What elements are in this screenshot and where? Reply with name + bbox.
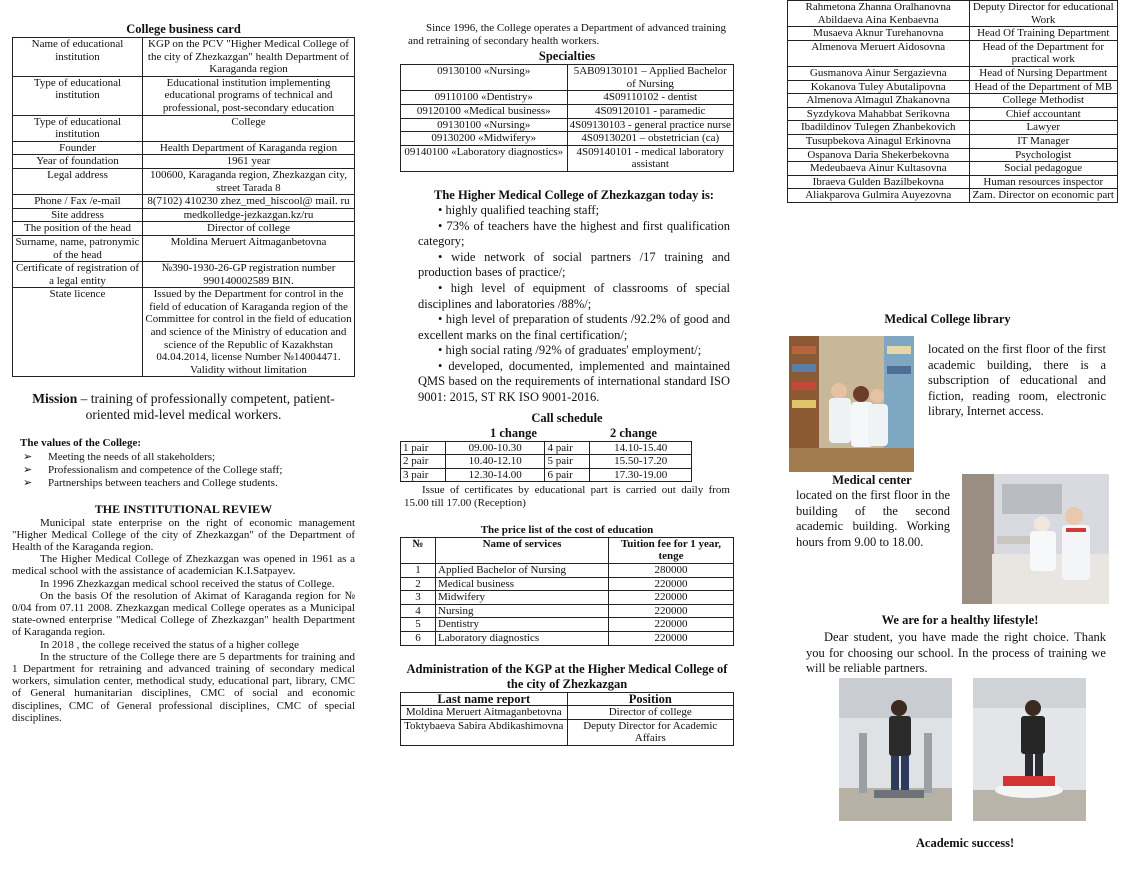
schedule-row-cell: 6 pair xyxy=(545,468,590,482)
card-row-cell: Founder xyxy=(13,141,143,155)
review-text xyxy=(12,517,355,724)
card-row-cell: KGP on the PCV "Higher Medical College of the city of Zhezkazgan" health Department of Karaganda region xyxy=(143,38,355,77)
staff-row-cell: Head of the Department of MB xyxy=(969,80,1118,94)
mission-label: Mission xyxy=(32,391,78,407)
card-row xyxy=(13,168,355,194)
staff-row-cell: Head of the Department for practical work xyxy=(969,40,1118,66)
card-row xyxy=(13,208,355,222)
staff-row-cell: Head Of Training Department xyxy=(969,27,1118,41)
staff-row-cell: IT Manager xyxy=(969,134,1118,148)
today-list xyxy=(418,203,730,406)
admin-row-cell: Deputy Director for Academic Affairs xyxy=(567,719,734,745)
schedule-row-cell: 2 pair xyxy=(401,455,446,469)
admin-row-cell: Toktybaeva Sabira Abdikashimovna xyxy=(401,719,568,745)
admin-header-cell: Last name report xyxy=(401,692,568,706)
admin-header xyxy=(401,692,734,706)
price-row-cell: 220000 xyxy=(609,631,734,645)
price-row xyxy=(401,604,734,618)
library-title: Medical College library xyxy=(884,312,1011,326)
price-header-cell: Tuition fee for 1 year, tenge xyxy=(609,537,734,563)
value-item: ➢ Partnerships between teachers and College students. xyxy=(48,477,355,490)
medical-center-photo xyxy=(962,474,1109,604)
card-row-cell: Certificate of registration of a legal entity xyxy=(13,262,143,288)
admin-title: Administration of the KGP at the Higher Medical College of the city of Zhezkazgan xyxy=(406,661,728,691)
price-row-cell: Dentistry xyxy=(436,618,609,632)
card-row-cell: 8(7102) 410230 zhez_med_hiscool@ mail. ru xyxy=(143,195,355,209)
specialties-table xyxy=(400,64,734,172)
price-header-cell: Name of services xyxy=(436,537,609,563)
admin-row xyxy=(401,719,734,745)
staff-row-cell: College Methodist xyxy=(969,94,1118,108)
review-title: THE INSTITUTIONAL REVIEW xyxy=(94,502,273,517)
card-row xyxy=(13,262,355,288)
schedule-row-cell: 14.10-15.40 xyxy=(590,441,692,455)
price-row xyxy=(401,631,734,645)
price-header-cell: № xyxy=(401,537,436,563)
academic-success: Academic success! xyxy=(915,836,1015,850)
healthy-text: Dear student, you have made the right choice. Thank you for choosing our school. In the process of training we will be reliable partners. xyxy=(806,630,1106,676)
column-middle xyxy=(400,0,734,746)
staff-row-cell: Chief accountant xyxy=(969,107,1118,121)
card-row-cell: Surname, name, patronymic of the head xyxy=(13,235,143,261)
staff-row-cell: Syzdykova Mahabbat Serikovna xyxy=(788,107,970,121)
card-row-cell: Type of educational institution xyxy=(13,115,143,141)
schedule-row-cell: 5 pair xyxy=(545,455,590,469)
card-row xyxy=(13,76,355,115)
staff-row xyxy=(788,162,1118,176)
mission-statement xyxy=(12,391,355,423)
staff-row xyxy=(788,107,1118,121)
card-row-cell: Legal address xyxy=(13,168,143,194)
price-table xyxy=(400,537,734,646)
schedule-row xyxy=(401,468,692,482)
specialty-row-cell: 09120100 «Medical business» xyxy=(401,104,568,118)
price-row-cell: Nursing xyxy=(436,604,609,618)
specialty-row-cell: 09130200 «Midwifery» xyxy=(401,132,568,146)
today-item: • high level of preparation of students /92.2% of good and excellent marks on the final certification/; xyxy=(418,312,730,342)
specialty-row xyxy=(401,132,734,146)
review-paragraph: In the structure of the College there are 5 departments for training and 1 Department for retraining and advanced training of secondary medical workers, simulation center, methodical study, educational part, library, CMC of General humanitarian disciplines, CMC of social and economic disciplines, CMC of General professional disciplines, CMC of special disciplines. xyxy=(12,650,355,724)
staff-row-cell: Kokanova Tuley Abutalipovna xyxy=(788,80,970,94)
card-row xyxy=(13,195,355,209)
specialty-row xyxy=(401,65,734,91)
staff-row xyxy=(788,121,1118,135)
specialty-row xyxy=(401,145,734,171)
card-row xyxy=(13,235,355,261)
today-item: • developed, documented, implemented and maintained QMS based on the requirements of international standard ISO 9001: 2015, ST RK ISO 9001-2016. xyxy=(418,358,730,405)
staff-row-cell: Rahmetona Zhanna Oralhanovna Abildaeva Aina Kenbaevna xyxy=(788,1,970,27)
schedule-row-cell: 4 pair xyxy=(545,441,590,455)
card-row-cell: Name of educational institution xyxy=(13,38,143,77)
today-title: The Higher Medical College of Zhezkazgan today is: xyxy=(434,187,714,202)
price-row-cell: 2 xyxy=(401,577,436,591)
staff-table xyxy=(787,0,1118,203)
staff-row xyxy=(788,66,1118,80)
price-row-cell: 220000 xyxy=(609,604,734,618)
card-row xyxy=(13,222,355,236)
value-item: ➢ Professionalism and competence of the College staff; xyxy=(48,464,355,477)
price-row-cell: 3 xyxy=(401,591,436,605)
medical-center-title: Medical center xyxy=(832,473,912,487)
specialty-row xyxy=(401,104,734,118)
review-paragraph: Municipal state enterprise on the right of economic management "Higher Medical College of the city of Zhezkazgan" of the Department of Health of the Karaganda region. xyxy=(12,516,355,553)
healthy-title: We are for a healthy lifestyle! xyxy=(881,613,1039,627)
price-row-cell: 5 xyxy=(401,618,436,632)
value-item: ➢ Meeting the needs of all stakeholders; xyxy=(48,451,355,464)
price-row-cell: 1 xyxy=(401,564,436,578)
schedule-change-2: 2 change xyxy=(610,425,657,440)
staff-row-cell: Deputy Director for educational Work xyxy=(969,1,1118,27)
card-row-cell: Educational institution implementing educational programs of technical and professional, post-secondary education xyxy=(143,76,355,115)
staff-row-cell: Zam. Director on economic part xyxy=(969,189,1118,203)
admin-row-cell: Director of college xyxy=(567,706,734,720)
schedule-row-cell: 15.50-17.20 xyxy=(590,455,692,469)
card-row-cell: The position of the head xyxy=(13,222,143,236)
specialty-row-cell: 4S09120101 - paramedic xyxy=(567,104,734,118)
column-right xyxy=(787,0,1118,203)
intro-text: Since 1996, the College operates a Department of advanced training and retraining of secondary health workers. xyxy=(408,22,726,47)
price-header xyxy=(401,537,734,563)
staff-row xyxy=(788,148,1118,162)
schedule-row-cell: 09.00-10.30 xyxy=(446,441,545,455)
today-item: • 73% of teachers have the highest and first qualification category; xyxy=(418,218,730,249)
schedule-row-cell: 1 pair xyxy=(401,441,446,455)
today-item: • high level of equipment of classrooms of special disciplines and laboratories /88%/; xyxy=(418,280,730,311)
card-row xyxy=(13,115,355,141)
staff-row-cell: Ibadildinov Tulegen Zhanbekovich xyxy=(788,121,970,135)
staff-row-cell: Social pedagogue xyxy=(969,162,1118,176)
gym-photo-left xyxy=(839,678,952,821)
card-row-cell: Site address xyxy=(13,208,143,222)
staff-row-cell: Tusupbekova Ainagul Erkinovna xyxy=(788,134,970,148)
price-title: The price list of the cost of education xyxy=(480,523,654,536)
medical-center-text: located on the first floor in the building of the second academic building. Working hours from 9.00 to 18.00. xyxy=(796,488,950,549)
gym-photo-right xyxy=(973,678,1086,821)
schedule-row xyxy=(401,455,692,469)
price-row-cell: 4 xyxy=(401,604,436,618)
staff-row xyxy=(788,134,1118,148)
schedule-change-1: 1 change xyxy=(490,425,537,440)
admin-header-cell: Position xyxy=(567,692,734,706)
card-row-cell: State licence xyxy=(13,288,143,377)
price-row-cell: 220000 xyxy=(609,618,734,632)
schedule-row xyxy=(401,441,692,455)
card-row xyxy=(13,38,355,77)
staff-row-cell: Medeubaeva Ainur Kultasovna xyxy=(788,162,970,176)
card-row-cell: Health Department of Karaganda region xyxy=(143,141,355,155)
specialty-row-cell: 09140100 «Laboratory diagnostics» xyxy=(401,145,568,171)
review-paragraph: In 1996 Zhezkazgan medical school received the status of College. xyxy=(40,577,335,590)
today-item: • high social rating /92% of graduates' employment/; xyxy=(438,343,702,358)
price-row xyxy=(401,618,734,632)
price-row-cell: Medical business xyxy=(436,577,609,591)
staff-row xyxy=(788,1,1118,27)
specialty-row xyxy=(401,91,734,105)
admin-row-cell: Moldina Meruert Aitmaganbetovna xyxy=(401,706,568,720)
values-list xyxy=(48,451,355,491)
staff-row-cell: Ospanova Daria Shekerbekovna xyxy=(788,148,970,162)
business-card-title: College business card xyxy=(126,22,241,36)
staff-row xyxy=(788,80,1118,94)
price-row-cell: Laboratory diagnostics xyxy=(436,631,609,645)
specialty-row-cell: 09110100 «Dentistry» xyxy=(401,91,568,105)
staff-row xyxy=(788,175,1118,189)
review-paragraph: The Higher Medical College of Zhezkazgan was opened in 1961 as a medical school with the assistance of academician K.I.Satpayev. xyxy=(12,553,355,578)
specialty-row-cell: 4S09110102 - dentist xyxy=(567,91,734,105)
column-left xyxy=(12,0,355,724)
price-row xyxy=(401,564,734,578)
staff-row-cell: Lawyer xyxy=(969,121,1118,135)
card-row-cell: Year of foundation xyxy=(13,155,143,169)
staff-row-cell: Almenova Almagul Zhakanovna xyxy=(788,94,970,108)
schedule-row-cell: 3 pair xyxy=(401,468,446,482)
staff-row-cell: Almenova Meruert Aidosovna xyxy=(788,40,970,66)
review-paragraph: In 2018 , the college received the status of a higher college xyxy=(40,638,300,651)
specialty-row-cell: 4S09140101 - medical laboratory assistant xyxy=(567,145,734,171)
library-photo xyxy=(789,336,914,472)
specialty-row xyxy=(401,118,734,132)
business-card-table xyxy=(12,37,355,377)
library-text: located on the first floor of the first academic building, there is a subscription of educational and fiction, reading room, electronic library, Internet access. xyxy=(928,342,1106,419)
review-paragraph: On the basis Of the resolution of Akimat of Karaganda region for № 0/04 from 07.11 2008. Zhezkazgan medical College operates as a Municipal state-owned enterprise "Medical College of Zhezkazgan" health Department of Karaganda region. xyxy=(12,589,355,639)
today-item: • highly qualified teaching staff; xyxy=(438,202,600,217)
card-row-cell: medkolledge-jezkazgan.kz/ru xyxy=(143,208,355,222)
staff-row xyxy=(788,189,1118,203)
staff-row-cell: Gusmanova Ainur Sergazievna xyxy=(788,66,970,80)
staff-row-cell: Head of Nursing Department xyxy=(969,66,1118,80)
values-title: The values of the College: xyxy=(20,437,141,450)
mission-text: – training of professionally competent, patient-oriented mid-level medical workers. xyxy=(77,391,335,423)
specialty-row-cell: 09130100 «Nursing» xyxy=(401,65,568,91)
staff-row-cell: Aliakparova Gulmira Auyezovna xyxy=(788,189,970,203)
price-row-cell: 220000 xyxy=(609,577,734,591)
price-row xyxy=(401,591,734,605)
card-row-cell: №390-1930-26-GP registration number 990140002589 BIN. xyxy=(143,262,355,288)
price-row-cell: 6 xyxy=(401,631,436,645)
card-row-cell: Type of educational institution xyxy=(13,76,143,115)
card-row-cell: Issued by the Department for control in the field of education of Karaganda region of the Committee for control in the field of education and science of the Ministry of education and science of the Republic of Kazakhstan 04.04.2014, license Number №14004471. Validity without limitation xyxy=(143,288,355,377)
schedule-header xyxy=(400,426,734,441)
card-row-cell: 100600, Karaganda region, Zhezkazgan city, street Tarada 8 xyxy=(143,168,355,194)
specialty-row-cell: 4S09130103 - general practice nurse xyxy=(567,118,734,132)
schedule-table xyxy=(400,441,692,483)
staff-row-cell: Ibraeva Gulden Bazilbekovna xyxy=(788,175,970,189)
staff-row xyxy=(788,94,1118,108)
staff-row-cell: Human resources inspector xyxy=(969,175,1118,189)
card-row xyxy=(13,155,355,169)
price-row-cell: Applied Bachelor of Nursing xyxy=(436,564,609,578)
schedule-row-cell: 17.30-19.00 xyxy=(590,468,692,482)
today-item: • wide network of social partners /17 training and production bases of practice/; xyxy=(418,249,730,280)
schedule-row-cell: 12.30-14.00 xyxy=(446,468,545,482)
card-row-cell: Director of college xyxy=(143,222,355,236)
admin-table xyxy=(400,692,734,746)
staff-row xyxy=(788,27,1118,41)
card-row-cell: Moldina Meruert Aitmaganbetovna xyxy=(143,235,355,261)
card-row xyxy=(13,288,355,377)
schedule-title: Call schedule xyxy=(531,410,603,425)
staff-row-cell: Musaeva Aknur Turehanovna xyxy=(788,27,970,41)
price-row-cell: 280000 xyxy=(609,564,734,578)
card-row-cell: College xyxy=(143,115,355,141)
specialty-row-cell: 09130100 «Nursing» xyxy=(401,118,568,132)
specialty-row-cell: 5AB09130101 – Applied Bachelor of Nursing xyxy=(567,65,734,91)
certificates-note: Issue of certificates by educational part is carried out daily from 15.00 till 17.00 (Reception) xyxy=(404,484,730,510)
price-row-cell: Midwifery xyxy=(436,591,609,605)
staff-row-cell: Psychologist xyxy=(969,148,1118,162)
card-row-cell: Phone / Fax /e-mail xyxy=(13,195,143,209)
price-row xyxy=(401,577,734,591)
price-row-cell: 220000 xyxy=(609,591,734,605)
specialty-row-cell: 4S09130201 – obstetrician (ca) xyxy=(567,132,734,146)
admin-row xyxy=(401,706,734,720)
specialties-title: Specialties xyxy=(538,49,596,64)
staff-row xyxy=(788,40,1118,66)
schedule-row-cell: 10.40-12.10 xyxy=(446,455,545,469)
card-row xyxy=(13,141,355,155)
card-row-cell: 1961 year xyxy=(143,155,355,169)
